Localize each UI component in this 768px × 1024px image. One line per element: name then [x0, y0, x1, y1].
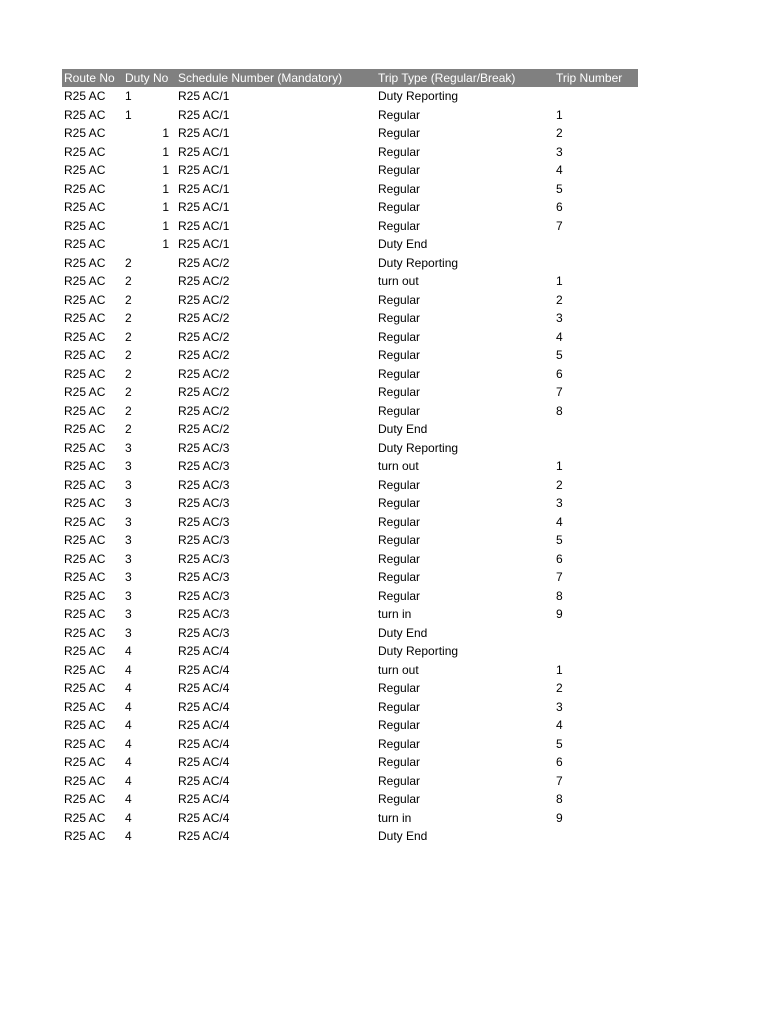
- trip-number-cell: 6: [556, 551, 563, 566]
- schedule-cell: R25 AC/2: [178, 348, 230, 362]
- schedule-cell: R25 AC/3: [178, 607, 230, 621]
- duty-cell: 1: [125, 89, 132, 103]
- table-row: [62, 291, 638, 310]
- schedule-cell: R25 AC/4: [178, 829, 230, 843]
- schedule-cell: R25 AC/4: [178, 755, 230, 769]
- route-cell: R25 AC: [64, 440, 106, 455]
- table-row: [62, 476, 638, 495]
- schedule-cell: R25 AC/1: [178, 89, 230, 103]
- duty-cell: 2: [125, 274, 132, 288]
- table-row: [62, 661, 638, 680]
- route-cell: R25 AC: [64, 200, 106, 214]
- duty-cell: 3: [125, 625, 132, 640]
- table-row: [62, 124, 638, 143]
- trip-type-cell: Regular: [378, 144, 421, 159]
- schedule-cell: R25 AC/2: [178, 311, 230, 325]
- trip-type-cell: Regular: [378, 551, 421, 566]
- trip-type-cell: Regular: [378, 329, 421, 344]
- table-row: [62, 420, 638, 439]
- trip-type-cell: Regular: [378, 496, 421, 510]
- duty-cell: 4: [125, 755, 132, 769]
- trip-number-cell: 9: [556, 607, 563, 621]
- table-row: [62, 87, 638, 106]
- column-header-route-no: Route No: [64, 71, 115, 85]
- trip-number-cell: 1: [556, 107, 563, 122]
- trip-number-cell: [556, 642, 636, 661]
- duty-cell: 3: [125, 607, 132, 621]
- table-row: [62, 457, 638, 476]
- trip-type-cell: Regular: [378, 385, 421, 399]
- route-cell: R25 AC: [64, 126, 106, 140]
- duty-cell: 2: [125, 366, 132, 381]
- route-cell: R25 AC: [64, 218, 106, 233]
- table-row: [62, 180, 638, 199]
- schedule-cell: R25 AC/4: [178, 736, 230, 751]
- duty-cell: 1: [162, 163, 169, 177]
- duty-cell: 2: [125, 403, 132, 418]
- route-cell: R25 AC: [64, 329, 106, 344]
- route-cell: R25 AC: [64, 459, 106, 473]
- column-header-duty-no: Duty No: [125, 71, 169, 85]
- route-cell: R25 AC: [64, 403, 106, 418]
- trip-type-cell: Regular: [378, 570, 421, 584]
- trip-number-cell: 5: [556, 181, 563, 196]
- trip-type-cell: Regular: [378, 403, 421, 418]
- table-row: [62, 642, 638, 661]
- trip-number-cell: [556, 87, 636, 106]
- trip-type-cell: Duty End: [378, 625, 428, 640]
- trip-type-cell: Regular: [378, 126, 421, 140]
- route-cell: R25 AC: [64, 255, 106, 270]
- trip-number-cell: [556, 827, 636, 846]
- table-row: [62, 272, 638, 291]
- trip-type-cell: Regular: [378, 699, 421, 714]
- schedule-cell: R25 AC/2: [178, 255, 230, 270]
- schedule-cell: R25 AC/4: [178, 810, 230, 825]
- table-body: [62, 87, 638, 846]
- trip-number-cell: 8: [556, 792, 563, 806]
- trip-number-cell: 5: [556, 736, 563, 751]
- trip-type-cell: Regular: [378, 755, 421, 769]
- table-row: [62, 772, 638, 791]
- schedule-cell: R25 AC/3: [178, 588, 230, 603]
- trip-number-cell: 2: [556, 681, 563, 695]
- trip-number-cell: 2: [556, 126, 563, 140]
- duty-cell: 4: [125, 662, 132, 677]
- trip-number-cell: 2: [556, 477, 563, 492]
- duty-cell: 3: [125, 588, 132, 603]
- schedule-cell: R25 AC/3: [178, 440, 230, 455]
- trip-number-cell: 7: [556, 773, 563, 788]
- schedule-cell: R25 AC/1: [178, 126, 230, 140]
- schedule-cell: R25 AC/1: [178, 107, 230, 122]
- column-header-trip-number: Trip Number: [556, 71, 623, 85]
- table-row: [62, 439, 638, 458]
- table-row: [62, 235, 638, 254]
- duty-cell: 1: [125, 107, 132, 122]
- table-row: [62, 735, 638, 754]
- schedule-cell: R25 AC/4: [178, 644, 230, 658]
- trip-number-cell: [556, 235, 636, 254]
- table-row: [62, 254, 638, 273]
- table-row: [62, 143, 638, 162]
- table-row: [62, 309, 638, 328]
- table-row: [62, 106, 638, 125]
- column-header-schedule-number: Schedule Number (Mandatory): [178, 71, 343, 85]
- table-row: [62, 550, 638, 569]
- schedule-cell: R25 AC/3: [178, 514, 230, 529]
- trip-number-cell: 1: [556, 274, 563, 288]
- route-cell: R25 AC: [64, 274, 106, 288]
- column-header-trip-type: Trip Type (Regular/Break): [378, 71, 516, 85]
- route-cell: R25 AC: [64, 551, 106, 566]
- schedule-cell: R25 AC/4: [178, 662, 230, 677]
- duty-cell: 2: [125, 329, 132, 344]
- trip-number-cell: 4: [556, 514, 563, 529]
- trip-type-cell: Regular: [378, 514, 421, 529]
- trip-number-cell: 1: [556, 662, 563, 677]
- schedule-cell: R25 AC/2: [178, 292, 230, 307]
- table-row: [62, 679, 638, 698]
- route-cell: R25 AC: [64, 792, 106, 806]
- schedule-cell: R25 AC/4: [178, 718, 230, 732]
- duty-cell: 4: [125, 773, 132, 788]
- table-row: [62, 605, 638, 624]
- trip-type-cell: turn in: [378, 810, 412, 825]
- duty-cell: 3: [125, 514, 132, 529]
- trip-type-cell: Regular: [378, 163, 421, 177]
- route-cell: R25 AC: [64, 644, 106, 658]
- trip-type-cell: Regular: [378, 181, 421, 196]
- duty-cell: 4: [125, 829, 132, 843]
- trip-number-cell: 3: [556, 144, 563, 159]
- trip-type-cell: Duty Reporting: [378, 644, 459, 658]
- route-cell: R25 AC: [64, 477, 106, 492]
- table-row: [62, 383, 638, 402]
- trip-number-cell: 1: [556, 459, 563, 473]
- table-row: [62, 531, 638, 550]
- trip-number-cell: [556, 420, 636, 439]
- schedule-cell: R25 AC/1: [178, 144, 230, 159]
- route-cell: R25 AC: [64, 514, 106, 529]
- duty-cell: 3: [125, 496, 132, 510]
- route-cell: R25 AC: [64, 773, 106, 788]
- duty-cell: 2: [125, 422, 132, 436]
- trip-number-cell: 2: [556, 292, 563, 307]
- duty-cell: 1: [162, 144, 169, 159]
- route-cell: R25 AC: [64, 385, 106, 399]
- schedule-cell: R25 AC/3: [178, 477, 230, 492]
- trip-type-cell: Regular: [378, 588, 421, 603]
- trip-number-cell: 5: [556, 533, 563, 547]
- route-cell: R25 AC: [64, 699, 106, 714]
- duty-cell: 4: [125, 644, 132, 658]
- schedule-cell: R25 AC/3: [178, 533, 230, 547]
- trip-type-cell: Regular: [378, 681, 421, 695]
- trip-type-cell: Regular: [378, 533, 421, 547]
- trip-number-cell: [556, 624, 636, 643]
- duty-cell: 2: [125, 292, 132, 307]
- table-row: [62, 328, 638, 347]
- table-row: [62, 827, 638, 846]
- route-cell: R25 AC: [64, 311, 106, 325]
- table-row: [62, 587, 638, 606]
- duty-cell: 3: [125, 477, 132, 492]
- trip-type-cell: Duty Reporting: [378, 440, 459, 455]
- route-cell: R25 AC: [64, 181, 106, 196]
- schedule-cell: R25 AC/3: [178, 496, 230, 510]
- table-row: [62, 568, 638, 587]
- duty-cell: 3: [125, 551, 132, 566]
- route-cell: R25 AC: [64, 810, 106, 825]
- duty-cell: 4: [125, 699, 132, 714]
- trip-number-cell: 8: [556, 403, 563, 418]
- table-row: [62, 217, 638, 236]
- schedule-table: [62, 69, 638, 846]
- route-cell: R25 AC: [64, 607, 106, 621]
- route-cell: R25 AC: [64, 755, 106, 769]
- trip-number-cell: [556, 254, 636, 273]
- schedule-cell: R25 AC/4: [178, 792, 230, 806]
- trip-number-cell: 4: [556, 718, 563, 732]
- table-row: [62, 161, 638, 180]
- route-cell: R25 AC: [64, 829, 106, 843]
- duty-cell: 1: [162, 126, 169, 140]
- schedule-cell: R25 AC/4: [178, 773, 230, 788]
- route-cell: R25 AC: [64, 588, 106, 603]
- trip-number-cell: 3: [556, 311, 563, 325]
- route-cell: R25 AC: [64, 348, 106, 362]
- schedule-cell: R25 AC/2: [178, 385, 230, 399]
- route-cell: R25 AC: [64, 237, 106, 251]
- trip-number-cell: 8: [556, 588, 563, 603]
- schedule-cell: R25 AC/1: [178, 237, 230, 251]
- table-row: [62, 365, 638, 384]
- route-cell: R25 AC: [64, 496, 106, 510]
- trip-type-cell: Regular: [378, 477, 421, 492]
- duty-cell: 4: [125, 736, 132, 751]
- duty-cell: 4: [125, 792, 132, 806]
- trip-type-cell: Regular: [378, 736, 421, 751]
- schedule-cell: R25 AC/2: [178, 329, 230, 344]
- table-row: [62, 402, 638, 421]
- route-cell: R25 AC: [64, 292, 106, 307]
- trip-type-cell: Regular: [378, 348, 421, 362]
- trip-number-cell: 4: [556, 163, 563, 177]
- schedule-cell: R25 AC/3: [178, 459, 230, 473]
- duty-cell: 3: [125, 459, 132, 473]
- trip-type-cell: turn in: [378, 607, 412, 621]
- trip-number-cell: 5: [556, 348, 563, 362]
- table-row: [62, 346, 638, 365]
- duty-cell: 3: [125, 533, 132, 547]
- schedule-cell: R25 AC/4: [178, 699, 230, 714]
- trip-type-cell: Regular: [378, 792, 421, 806]
- duty-cell: 4: [125, 718, 132, 732]
- route-cell: R25 AC: [64, 366, 106, 381]
- table-row: [62, 753, 638, 772]
- trip-type-cell: Duty Reporting: [378, 255, 459, 270]
- trip-type-cell: Regular: [378, 292, 421, 307]
- trip-type-cell: Duty End: [378, 422, 428, 436]
- trip-type-cell: turn out: [378, 662, 419, 677]
- trip-number-cell: 9: [556, 810, 563, 825]
- table-row: [62, 494, 638, 513]
- duty-cell: 2: [125, 348, 132, 362]
- schedule-cell: R25 AC/2: [178, 274, 230, 288]
- trip-type-cell: Duty End: [378, 829, 428, 843]
- duty-cell: 2: [125, 255, 132, 270]
- table-row: [62, 513, 638, 532]
- trip-number-cell: 7: [556, 570, 563, 584]
- trip-number-cell: 6: [556, 366, 563, 381]
- schedule-cell: R25 AC/1: [178, 163, 230, 177]
- route-cell: R25 AC: [64, 107, 106, 122]
- duty-cell: 1: [162, 237, 169, 251]
- trip-type-cell: turn out: [378, 459, 419, 473]
- duty-cell: 2: [125, 385, 132, 399]
- route-cell: R25 AC: [64, 625, 106, 640]
- schedule-cell: R25 AC/1: [178, 200, 230, 214]
- route-cell: R25 AC: [64, 736, 106, 751]
- duty-cell: 4: [125, 681, 132, 695]
- schedule-cell: R25 AC/4: [178, 681, 230, 695]
- trip-type-cell: Regular: [378, 773, 421, 788]
- route-cell: R25 AC: [64, 144, 106, 159]
- trip-type-cell: Regular: [378, 200, 421, 214]
- route-cell: R25 AC: [64, 570, 106, 584]
- schedule-cell: R25 AC/1: [178, 181, 230, 196]
- trip-type-cell: Regular: [378, 718, 421, 732]
- trip-type-cell: Duty End: [378, 237, 428, 251]
- route-cell: R25 AC: [64, 662, 106, 677]
- trip-type-cell: turn out: [378, 274, 419, 288]
- route-cell: R25 AC: [64, 89, 106, 103]
- schedule-cell: R25 AC/2: [178, 403, 230, 418]
- duty-cell: 1: [162, 181, 169, 196]
- route-cell: R25 AC: [64, 718, 106, 732]
- table-header-row: [62, 69, 638, 87]
- trip-type-cell: Regular: [378, 366, 421, 381]
- table-row: [62, 790, 638, 809]
- table-row: [62, 716, 638, 735]
- duty-cell: 2: [125, 311, 132, 325]
- table-row: [62, 198, 638, 217]
- trip-number-cell: 4: [556, 329, 563, 344]
- route-cell: R25 AC: [64, 422, 106, 436]
- trip-number-cell: 6: [556, 200, 563, 214]
- schedule-cell: R25 AC/2: [178, 422, 230, 436]
- trip-number-cell: 3: [556, 496, 563, 510]
- duty-cell: 4: [125, 810, 132, 825]
- trip-type-cell: Regular: [378, 218, 421, 233]
- trip-number-cell: 6: [556, 755, 563, 769]
- trip-type-cell: Regular: [378, 311, 421, 325]
- trip-type-cell: Regular: [378, 107, 421, 122]
- table-row: [62, 624, 638, 643]
- schedule-cell: R25 AC/1: [178, 218, 230, 233]
- trip-number-cell: 7: [556, 218, 563, 233]
- schedule-cell: R25 AC/3: [178, 625, 230, 640]
- table-row: [62, 809, 638, 828]
- route-cell: R25 AC: [64, 681, 106, 695]
- trip-number-cell: 3: [556, 699, 563, 714]
- route-cell: R25 AC: [64, 163, 106, 177]
- duty-cell: 1: [162, 218, 169, 233]
- schedule-cell: R25 AC/2: [178, 366, 230, 381]
- duty-cell: 1: [162, 200, 169, 214]
- table-row: [62, 698, 638, 717]
- trip-type-cell: Duty Reporting: [378, 89, 459, 103]
- trip-number-cell: [556, 439, 636, 458]
- schedule-cell: R25 AC/3: [178, 570, 230, 584]
- duty-cell: 3: [125, 570, 132, 584]
- duty-cell: 3: [125, 440, 132, 455]
- trip-number-cell: 7: [556, 385, 563, 399]
- route-cell: R25 AC: [64, 533, 106, 547]
- schedule-cell: R25 AC/3: [178, 551, 230, 566]
